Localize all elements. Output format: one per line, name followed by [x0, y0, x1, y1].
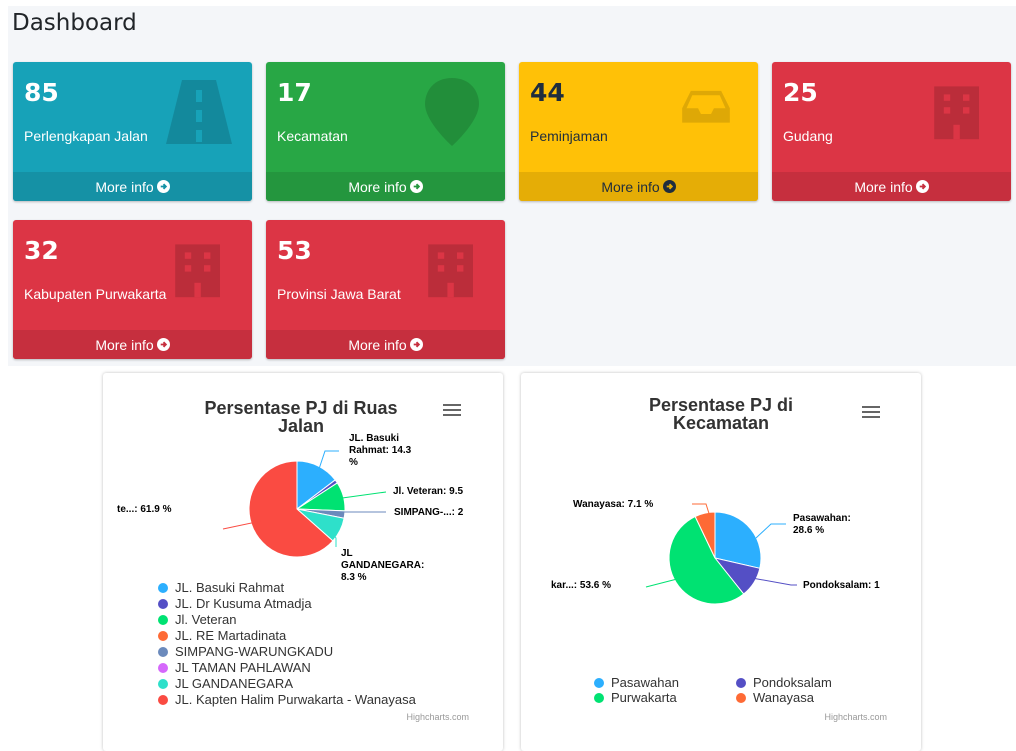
- legend-label: SIMPANG-WARUNGKADU: [175, 644, 334, 659]
- legend-label: JL GANDANEGARA: [175, 676, 293, 691]
- map-marker-icon: [417, 76, 487, 148]
- legend-item-jl-basuki-rahmat[interactable]: [158, 580, 284, 595]
- chart-title-line-1: Persentase PJ di Ruas: [204, 398, 398, 418]
- legend-symbol: [736, 678, 746, 688]
- legend-label: JL. Basuki Rahmat: [175, 580, 285, 595]
- hamburger-menu-icon[interactable]: [862, 406, 880, 418]
- more-info-link[interactable]: [772, 172, 1011, 201]
- arrow-circle-right-icon: [157, 338, 170, 351]
- legend-symbol: [594, 678, 604, 688]
- data-label-gandanegara-3: 8.3 %: [341, 572, 367, 583]
- legend-symbol: [158, 631, 168, 641]
- arrow-circle-right-icon: [663, 180, 676, 193]
- pie-chart-kecamatan: [521, 373, 921, 751]
- more-info-link[interactable]: [13, 330, 252, 359]
- data-label-basuki-2: Rahmat: 14.3: [349, 445, 412, 456]
- legend-symbol: [158, 647, 168, 657]
- highcharts-credits[interactable]: Highcharts.com: [824, 712, 887, 722]
- chart-title-line-1: Persentase PJ di: [648, 395, 794, 415]
- more-info-label: More info: [854, 178, 913, 195]
- box-perlengkapan-jalan: [13, 62, 252, 201]
- more-info-label: More info: [95, 336, 154, 353]
- arrow-circle-right-icon: [916, 180, 929, 193]
- more-info-link[interactable]: [13, 172, 252, 201]
- box-gudang: [772, 62, 1011, 201]
- road-icon: [164, 76, 234, 148]
- arrow-circle-right-icon: [410, 338, 423, 351]
- more-info-label: More info: [348, 178, 407, 195]
- legend-item-jl-re-martadinata[interactable]: [158, 628, 287, 643]
- arrow-circle-right-icon: [157, 180, 170, 193]
- box-value: 44: [530, 78, 565, 107]
- more-info-label: More info: [601, 178, 660, 195]
- box-label: Peminjaman: [530, 128, 608, 144]
- more-info-label: More info: [95, 178, 154, 195]
- legend-item-jl-veteran[interactable]: [158, 612, 236, 627]
- legend-item-purwakarta[interactable]: [594, 690, 678, 705]
- data-label-simpang: SIMPANG-...: 2: [394, 507, 464, 518]
- page-title: Dashboard: [12, 10, 137, 36]
- chart-title-line-2: Kecamatan: [672, 413, 770, 433]
- building-icon: [425, 234, 481, 306]
- legend-item-jl-taman-pahlawan[interactable]: [158, 660, 311, 675]
- data-label-pondoksalam: Pondoksalam: 1: [803, 580, 880, 591]
- box-label: Perlengkapan Jalan: [24, 128, 148, 144]
- box-provinsi-jawa-barat: [266, 220, 505, 359]
- chart-title-line-2: Jalan: [277, 416, 325, 436]
- box-value: 32: [24, 236, 59, 265]
- legend-item-simpang-warungkadu[interactable]: [158, 644, 333, 659]
- data-label-basuki-1: JL. Basuki: [349, 433, 400, 444]
- more-info-link[interactable]: [519, 172, 758, 201]
- legend-item-pondoksalam[interactable]: [736, 675, 832, 690]
- legend-item-jl-dr-kusuma-atmadja[interactable]: [158, 596, 312, 611]
- legend-label: Pasawahan: [611, 675, 679, 690]
- more-info-link[interactable]: [266, 172, 505, 201]
- legend-symbol: [158, 695, 168, 705]
- chart-card-ruas-jalan: [103, 373, 503, 751]
- legend-symbol: [158, 679, 168, 689]
- data-label-gandanegara-1: JL: [341, 548, 353, 559]
- legend-symbol: [594, 693, 604, 703]
- box-value: 53: [277, 236, 312, 265]
- box-value: 25: [783, 78, 818, 107]
- highcharts-credits[interactable]: Highcharts.com: [406, 712, 469, 722]
- data-label-pasawahan-1: Pasawahan:: [793, 513, 851, 524]
- box-label: Kecamatan: [277, 128, 348, 144]
- legend-symbol: [158, 615, 168, 625]
- legend-symbol: [158, 663, 168, 673]
- inbox-icon: [666, 88, 746, 140]
- building-icon: [931, 76, 987, 148]
- box-value: 17: [277, 78, 312, 107]
- hamburger-menu-icon[interactable]: [443, 404, 461, 416]
- legend-item-jl-kapten-halim-purwakarta-wanayasa[interactable]: [158, 692, 417, 707]
- data-label-pasawahan-2: 28.6 %: [793, 525, 825, 536]
- arrow-circle-right-icon: [410, 180, 423, 193]
- legend-symbol: [158, 599, 168, 609]
- legend-symbol: [158, 583, 168, 593]
- box-kabupaten-purwakarta: [13, 220, 252, 359]
- legend-item-jl-gandanegara[interactable]: [158, 676, 293, 691]
- building-icon: [172, 234, 228, 306]
- box-peminjaman: [519, 62, 758, 201]
- more-info-link[interactable]: [266, 330, 505, 359]
- legend-item-pasawahan[interactable]: [594, 675, 679, 690]
- legend-label: JL TAMAN PAHLAWAN: [175, 660, 311, 675]
- data-label-veteran: Jl. Veteran: 9.5: [393, 486, 464, 497]
- box-label: Gudang: [783, 128, 833, 144]
- box-label: Kabupaten Purwakarta: [24, 286, 167, 302]
- pie-chart-ruas-jalan: [103, 373, 503, 751]
- data-label-basuki-3: %: [349, 457, 358, 468]
- box-value: 85: [24, 78, 59, 107]
- legend-item-wanayasa[interactable]: [736, 690, 815, 705]
- box-kecamatan: [266, 62, 505, 201]
- legend-label: Wanayasa: [753, 690, 814, 705]
- data-label-wanayasa: Wanayasa: 7.1 %: [573, 499, 654, 510]
- data-label-halim: te...: 61.9 %: [117, 504, 172, 515]
- box-label: Provinsi Jawa Barat: [277, 286, 401, 302]
- data-label-gandanegara-2: GANDANEGARA:: [341, 560, 425, 571]
- legend-label: JL. Kapten Halim Purwakarta - Wanayasa: [175, 692, 416, 707]
- legend-label: Pondoksalam: [753, 675, 832, 690]
- chart-card-kecamatan: [521, 373, 921, 751]
- legend-label: JL. RE Martadinata: [175, 628, 287, 643]
- more-info-label: More info: [348, 336, 407, 353]
- legend-label: Purwakarta: [611, 690, 677, 705]
- data-label-purwakarta: kar...: 53.6 %: [551, 580, 612, 591]
- legend-label: Jl. Veteran: [175, 612, 237, 627]
- legend-symbol: [736, 693, 746, 703]
- legend-label: JL. Dr Kusuma Atmadja: [175, 596, 312, 611]
